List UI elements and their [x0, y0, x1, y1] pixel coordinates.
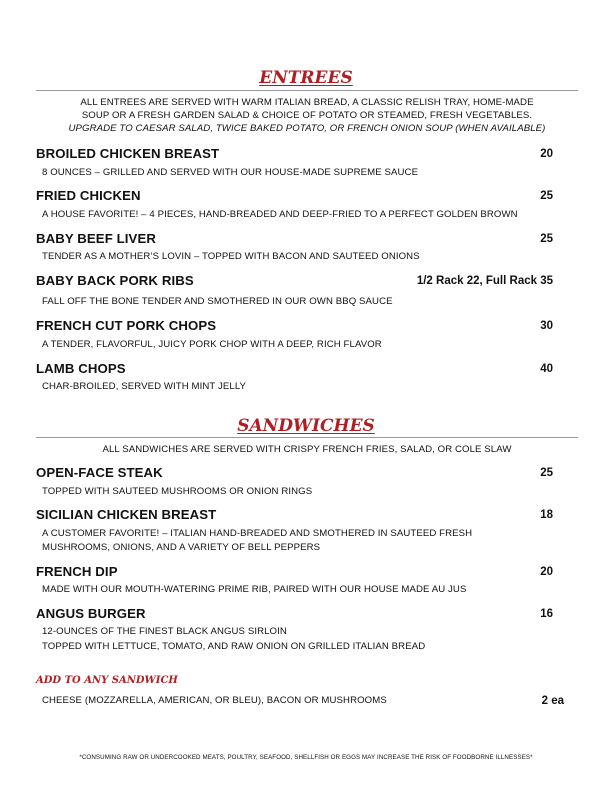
menu-item-description: A CUSTOMER FAVORITE! – ITALIAN HAND-BREADED AND SMOTHERED IN SAUTEED FRESH: [42, 528, 473, 539]
sandwiches-divider: [36, 437, 578, 438]
food-safety-footnote: *CONSUMING RAW OR UNDERCOOKED MEATS, POULTRY, SEAFOOD, SHELLFISH OR EGGS MAY INCREASE THE RISK OF FOODBORNE ILLNESSES*: [79, 754, 533, 761]
menu-item-description: MADE WITH OUR MOUTH-WATERING PRIME RIB, PAIRED WITH OUR HOUSE MADE AU JUS: [42, 584, 467, 595]
menu-item-price: 20: [540, 566, 553, 578]
menu-item-description: A TENDER, FLAVORFUL, JUICY PORK CHOP WITH A DEEP, RICH FLAVOR: [42, 339, 382, 350]
menu-item-description: CHAR-BROILED, SERVED WITH MINT JELLY: [42, 381, 247, 392]
menu-item-name: SICILIAN CHICKEN BREAST: [36, 507, 217, 522]
menu-item-description: FALL OFF THE BONE TENDER AND SMOTHERED IN OUR OWN BBQ SAUCE: [42, 296, 393, 307]
menu-item-description: TENDER AS A MOTHER’S LOVIN – TOPPED WITH BACON AND SAUTEED ONIONS: [42, 251, 420, 262]
add-on-description: CHEESE (MOZZARELLA, AMERICAN, OR BLEU), BACON OR MUSHROOMS: [42, 695, 387, 706]
menu-item-price: 16: [540, 608, 553, 620]
menu-item-price: 20: [540, 148, 553, 160]
menu-item-price: 30: [540, 320, 553, 332]
entrees-divider: [36, 90, 578, 91]
menu-item-description: A HOUSE FAVORITE! – 4 PIECES, HAND-BREADED AND DEEP-FRIED TO A PERFECT GOLDEN BROWN: [42, 209, 518, 220]
menu-item-description-line-2: MUSHROOMS, ONIONS, AND A VARIETY OF BELL PEPPERS: [42, 542, 321, 553]
menu-item-price: 25: [540, 190, 553, 202]
menu-item-price: 25: [540, 233, 553, 245]
entrees-intro-line-1: ALL ENTREES ARE SERVED WITH WARM ITALIAN BREAD, A CLASSIC RELISH TRAY, HOME-MADE: [80, 97, 534, 108]
entrees-intro-line-2: SOUP OR A FRESH GARDEN SALAD & CHOICE OF POTATO OR STEAMED, FRESH VEGETABLES.: [81, 110, 533, 121]
menu-item-price: 18: [540, 509, 553, 521]
menu-item-name: OPEN-FACE STEAK: [36, 465, 163, 480]
sandwiches-title: SANDWICHES: [237, 416, 375, 436]
sandwiches-intro: ALL SANDWICHES ARE SERVED WITH CRISPY FRENCH FRIES, SALAD, OR COLE SLAW: [102, 444, 512, 455]
menu-item-description: 8 OUNCES – GRILLED AND SERVED WITH OUR HOUSE-MADE SUPREME SAUCE: [42, 167, 419, 178]
menu-item-price: 40: [540, 363, 553, 375]
menu-item-description: 12-OUNCES OF THE FINEST BLACK ANGUS SIRLOIN: [42, 626, 287, 637]
menu-item-price: 25: [540, 467, 553, 479]
menu-item-description: TOPPED WITH SAUTEED MUSHROOMS OR ONION RINGS: [42, 486, 313, 497]
menu-item-name: FRIED CHICKEN: [36, 188, 141, 203]
menu-item-name: BROILED CHICKEN BREAST: [36, 146, 220, 161]
entrees-intro: [36, 96, 578, 135]
entrees-title: ENTREES: [259, 68, 353, 88]
menu-item-name: BABY BACK PORK RIBS: [36, 273, 194, 288]
add-on-price: 2 ea: [541, 695, 564, 707]
menu-item-name: FRENCH DIP: [36, 564, 118, 579]
menu-item-name: LAMB CHOPS: [36, 361, 126, 376]
entrees-intro-upgrade: UPGRADE TO CAESAR SALAD, TWICE BAKED POTATO, OR FRENCH ONION SOUP (WHEN AVAILABLE): [68, 123, 546, 134]
menu-item-name: FRENCH CUT PORK CHOPS: [36, 318, 217, 333]
add-to-sandwich-heading: ADD TO ANY SANDWICH: [36, 675, 178, 686]
menu-item-name: ANGUS BURGER: [36, 606, 146, 621]
menu-item-name: BABY BEEF LIVER: [36, 231, 156, 246]
menu-item-description-line-2: TOPPED WITH LETTUCE, TOMATO, AND RAW ONION ON GRILLED ITALIAN BREAD: [42, 641, 426, 652]
menu-item-price: 1/2 Rack 22, Full Rack 35: [416, 275, 553, 287]
